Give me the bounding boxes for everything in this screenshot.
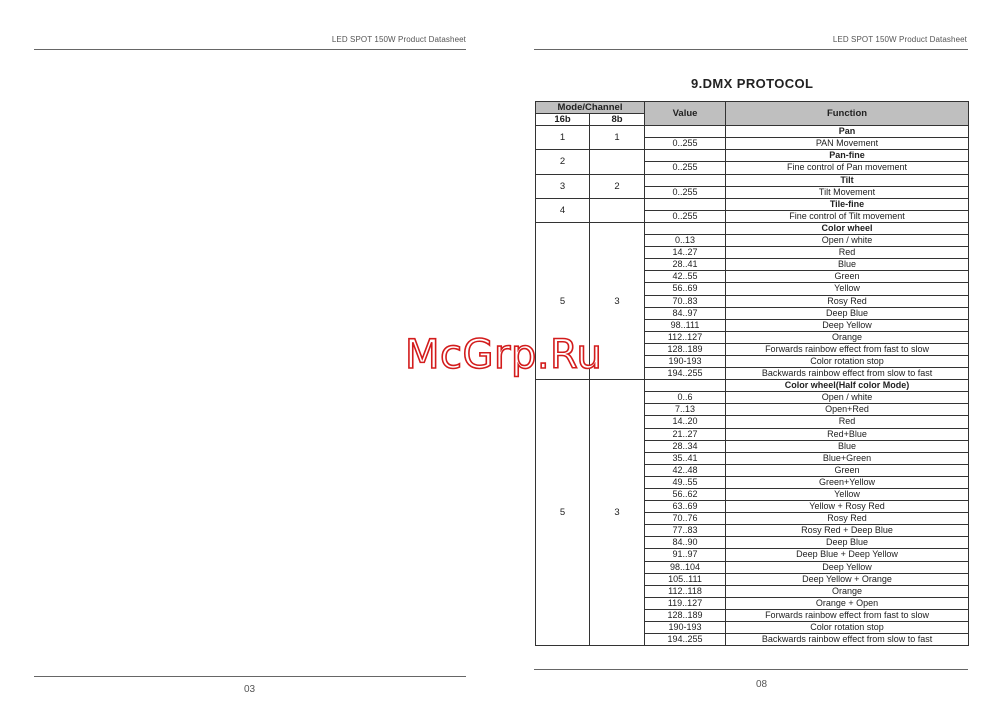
value-cell: 190-193 — [645, 355, 726, 367]
value-cell: 112..127 — [645, 331, 726, 343]
header-value: Value — [645, 102, 726, 126]
function-cell: Color rotation stop — [726, 622, 969, 634]
function-cell: Open / white — [726, 235, 969, 247]
channel-16b-cell: 5 — [536, 380, 590, 646]
value-cell — [645, 150, 726, 162]
value-cell: 7..13 — [645, 404, 726, 416]
channel-8b-cell — [590, 150, 645, 174]
value-cell: 56..69 — [645, 283, 726, 295]
function-cell: Deep Yellow + Orange — [726, 573, 969, 585]
value-cell: 70..76 — [645, 513, 726, 525]
function-cell: Blue — [726, 440, 969, 452]
value-cell: 194..255 — [645, 368, 726, 380]
value-cell: 77..83 — [645, 525, 726, 537]
table-row — [536, 198, 969, 210]
value-cell: 128..189 — [645, 343, 726, 355]
channel-16b-cell: 1 — [536, 126, 590, 150]
section-title: 9.DMX PROTOCOL — [691, 76, 814, 91]
function-title-cell: Color wheel(Half color Mode) — [726, 380, 969, 392]
value-cell — [645, 198, 726, 210]
function-title-cell: Tile-fine — [726, 198, 969, 210]
header-rule — [34, 49, 466, 50]
value-cell: 21..27 — [645, 428, 726, 440]
value-cell: 0..255 — [645, 138, 726, 150]
value-cell: 194..255 — [645, 634, 726, 646]
function-cell: Deep Blue — [726, 307, 969, 319]
value-cell: 112..118 — [645, 585, 726, 597]
table-row — [536, 126, 969, 138]
function-cell: Tilt Movement — [726, 186, 969, 198]
function-cell: Deep Blue — [726, 537, 969, 549]
value-cell: 56..62 — [645, 489, 726, 501]
function-title-cell: Pan — [726, 126, 969, 138]
value-cell: 42..48 — [645, 464, 726, 476]
value-cell: 98..104 — [645, 561, 726, 573]
channel-8b-cell: 3 — [590, 222, 645, 379]
function-cell: Rosy Red — [726, 295, 969, 307]
page-number: 08 — [756, 679, 768, 690]
function-title-cell: Tilt — [726, 174, 969, 186]
value-cell: 28..34 — [645, 440, 726, 452]
header-16b: 16b — [536, 114, 590, 126]
value-cell: 98..111 — [645, 319, 726, 331]
value-cell: 70..83 — [645, 295, 726, 307]
table-body — [536, 126, 969, 646]
header-rule — [534, 49, 968, 50]
function-cell: Yellow — [726, 283, 969, 295]
value-cell: 42..55 — [645, 271, 726, 283]
function-title-cell: Pan-fine — [726, 150, 969, 162]
table-row — [536, 222, 969, 234]
value-cell: 63..69 — [645, 501, 726, 513]
function-cell: Green+Yellow — [726, 476, 969, 488]
value-cell: 14..20 — [645, 416, 726, 428]
function-cell: Blue — [726, 259, 969, 271]
channel-16b-cell: 3 — [536, 174, 590, 198]
value-cell: 0..13 — [645, 235, 726, 247]
value-cell: 49..55 — [645, 476, 726, 488]
channel-16b-cell: 2 — [536, 150, 590, 174]
function-cell: Backwards rainbow effect from slow to fast — [726, 368, 969, 380]
function-cell: Yellow + Rosy Red — [726, 501, 969, 513]
value-cell: 0..255 — [645, 186, 726, 198]
header-function: Function — [726, 102, 969, 126]
function-title-cell: Color wheel — [726, 222, 969, 234]
function-cell: Open / white — [726, 392, 969, 404]
function-cell: Backwards rainbow effect from slow to fast — [726, 634, 969, 646]
header-title: LED SPOT 150W Product Datasheet — [331, 35, 466, 44]
function-cell: Forwards rainbow effect from fast to slow — [726, 609, 969, 621]
function-cell: Red — [726, 247, 969, 259]
value-cell — [645, 380, 726, 392]
value-cell — [645, 174, 726, 186]
value-cell: 91..97 — [645, 549, 726, 561]
function-cell: Blue+Green — [726, 452, 969, 464]
table-row — [536, 174, 969, 186]
value-cell: 190-193 — [645, 622, 726, 634]
function-cell: Yellow — [726, 489, 969, 501]
channel-8b-cell: 3 — [590, 380, 645, 646]
channel-8b-cell: 2 — [590, 174, 645, 198]
table-row — [536, 380, 969, 392]
value-cell: 0..255 — [645, 210, 726, 222]
function-cell: Fine control of Tilt movement — [726, 210, 969, 222]
value-cell: 105..111 — [645, 573, 726, 585]
function-cell: Red — [726, 416, 969, 428]
channel-16b-cell: 4 — [536, 198, 590, 222]
value-cell: 14..27 — [645, 247, 726, 259]
function-cell: Forwards rainbow effect from fast to slow — [726, 343, 969, 355]
footer-rule — [34, 676, 466, 677]
value-cell: 28..41 — [645, 259, 726, 271]
value-cell — [645, 126, 726, 138]
function-cell: Green — [726, 271, 969, 283]
channel-8b-cell: 1 — [590, 126, 645, 150]
footer-rule — [534, 669, 968, 670]
page-number: 03 — [244, 684, 256, 695]
function-cell: Rosy Red — [726, 513, 969, 525]
function-cell: Orange — [726, 331, 969, 343]
channel-8b-cell — [590, 198, 645, 222]
function-cell: Open+Red — [726, 404, 969, 416]
header-title: LED SPOT 150W Product Datasheet — [832, 35, 967, 44]
function-cell: Green — [726, 464, 969, 476]
function-cell: Fine control of Pan movement — [726, 162, 969, 174]
value-cell: 35..41 — [645, 452, 726, 464]
function-cell: Deep Blue + Deep Yellow — [726, 549, 969, 561]
function-cell: Color rotation stop — [726, 355, 969, 367]
header-8b: 8b — [590, 114, 645, 126]
table-header-row — [536, 102, 969, 114]
value-cell: 0..255 — [645, 162, 726, 174]
value-cell: 84..90 — [645, 537, 726, 549]
table-row — [536, 150, 969, 162]
function-cell: Rosy Red + Deep Blue — [726, 525, 969, 537]
channel-16b-cell: 5 — [536, 222, 590, 379]
value-cell: 128..189 — [645, 609, 726, 621]
function-cell: Red+Blue — [726, 428, 969, 440]
value-cell: 0..6 — [645, 392, 726, 404]
function-cell: Orange — [726, 585, 969, 597]
value-cell — [645, 222, 726, 234]
watermark-logo: McGrp.Ru — [405, 332, 603, 378]
value-cell: 119..127 — [645, 597, 726, 609]
function-cell: PAN Movement — [726, 138, 969, 150]
function-cell: Deep Yellow — [726, 319, 969, 331]
function-cell: Deep Yellow — [726, 561, 969, 573]
function-cell: Orange + Open — [726, 597, 969, 609]
value-cell: 84..97 — [645, 307, 726, 319]
header-mode-channel: Mode/Channel — [536, 102, 645, 114]
